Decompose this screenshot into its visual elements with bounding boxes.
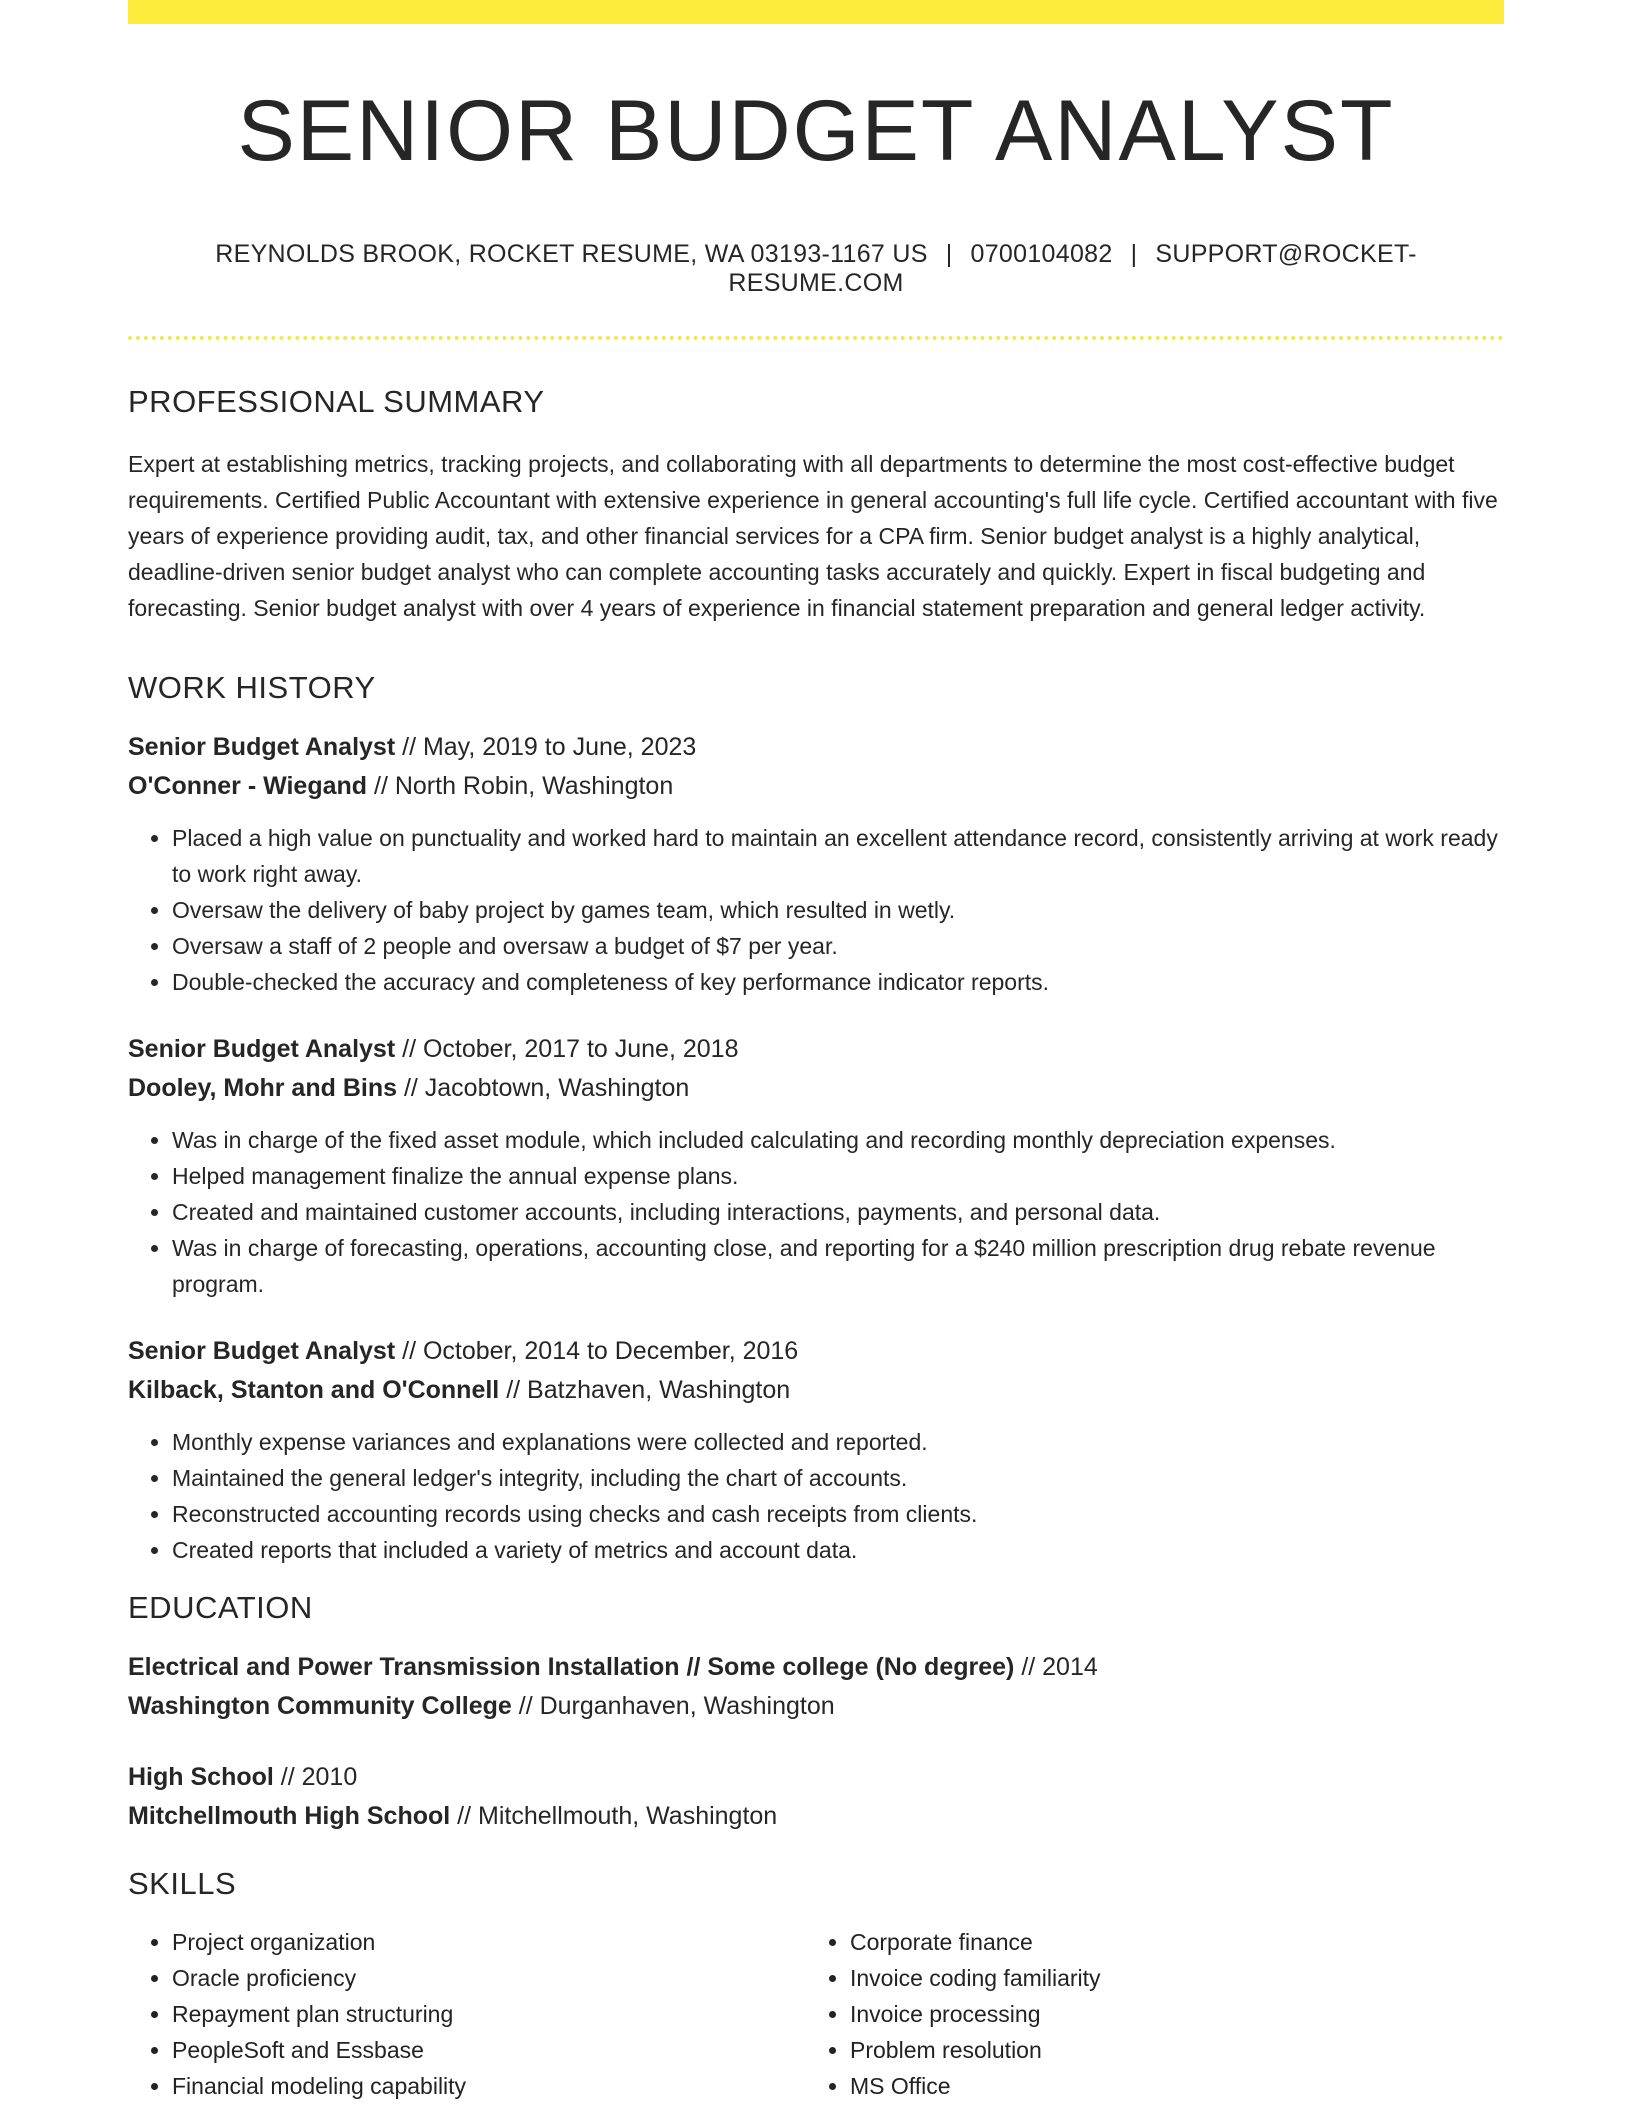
list-item: • Monthly expense variances and explanations were collected and reported.	[172, 1424, 1504, 1460]
contact-address: REYNOLDS BROOK, ROCKET RESUME, WA 03193-1167 US	[215, 240, 928, 268]
list-item: • Oversaw the delivery of baby project by games team, which resulted in wetly.	[172, 892, 1504, 928]
summary-title: PROFESSIONAL SUMMARY	[128, 384, 545, 419]
education-degree: High School	[128, 1763, 274, 1791]
resume-page	[128, 0, 1504, 2104]
job-role: Senior Budget Analyst	[128, 1035, 396, 1063]
work-history-title: WORK HISTORY	[128, 670, 376, 705]
job-dates: // May, 2019 to June, 2023	[395, 733, 697, 761]
list-item: • Double-checked the accuracy and completeness of key performance indicator reports.	[172, 964, 1504, 1000]
list-item: • Invoice coding familiarity	[850, 1960, 1484, 1996]
job-title-line	[128, 728, 1504, 767]
list-item: • Project organization	[172, 1924, 806, 1960]
job-company-line	[128, 767, 1504, 806]
list-item: • Corporate finance	[850, 1924, 1484, 1960]
list-item: • MS Office	[850, 2068, 1484, 2104]
education-entry	[128, 1648, 1504, 1726]
job-dates: // October, 2017 to June, 2018	[395, 1035, 739, 1063]
contact-email: SUPPORT@ROCKET-RESUME.COM	[728, 240, 1417, 297]
list-item: • Maintained the general ledger's integrity, including the chart of accounts.	[172, 1460, 1504, 1496]
job-role: Senior Budget Analyst	[128, 733, 396, 761]
list-item: • Reconstructed accounting records using checks and cash receipts from clients.	[172, 1496, 1504, 1532]
list-item: • Helped management finalize the annual expense plans.	[172, 1158, 1504, 1194]
contact-phone: 0700104082	[970, 240, 1113, 268]
education-school-line	[128, 1687, 1504, 1726]
education-entry	[128, 1758, 1504, 1836]
contact-separator: |	[945, 240, 953, 268]
job-company: O'Conner - Wiegand	[128, 772, 368, 800]
list-item: • PeopleSoft and Essbase	[172, 2032, 806, 2068]
job-entry	[128, 728, 1504, 1000]
job-title-line	[128, 1030, 1504, 1069]
job-bullets	[128, 820, 1504, 1000]
education-school-line	[128, 1797, 1504, 1836]
summary-text: Expert at establishing metrics, tracking projects, and collaborating with all departments to determine the most cost-effective budget requirements. Certified Public Accountant with extensive experience in general accounting's full life cycle. Certified accountant with five years of experience providing audit, tax, and other financial services for a CPA firm. Senior budget analyst is a highly analytical, deadline-driven senior budget analyst who can complete accounting tasks accurately and quickly. Expert in fiscal budgeting and forecasting. Senior budget analyst with over 4 years of experience in financial statement preparation and general ledger activity.	[128, 451, 1498, 621]
contact-line	[128, 240, 1504, 298]
education-degree-line	[128, 1648, 1504, 1687]
skills-column-left	[128, 1924, 806, 2104]
education-school: Washington Community College	[128, 1692, 512, 1720]
header-divider	[128, 336, 1504, 340]
skills-list	[128, 1924, 1504, 2104]
list-item: • Problem resolution	[850, 2032, 1484, 2068]
list-item: • Repayment plan structuring	[172, 1996, 806, 2032]
job-company: Dooley, Mohr and Bins	[128, 1074, 397, 1102]
list-item: • Oracle proficiency	[172, 1960, 806, 1996]
education-title: EDUCATION	[128, 1590, 313, 1625]
resume-name: SENIOR BUDGET ANALYST	[237, 83, 1395, 179]
accent-bar	[128, 0, 1504, 24]
job-bullets	[128, 1122, 1504, 1302]
job-entry	[128, 1030, 1504, 1302]
list-item: • Created and maintained customer accounts, including interactions, payments, and personal data.	[172, 1194, 1504, 1230]
job-entry	[128, 1332, 1504, 1568]
job-bullets	[128, 1424, 1504, 1568]
list-item: • Was in charge of forecasting, operations, accounting close, and reporting for a $240 million prescription drug rebate revenue program.	[172, 1230, 1504, 1302]
education-year: // 2014	[1014, 1653, 1098, 1681]
list-item: • Oversaw a staff of 2 people and oversaw a budget of $7 per year.	[172, 928, 1504, 964]
education-school: Mitchellmouth High School	[128, 1802, 451, 1830]
contact-separator: |	[1130, 240, 1138, 268]
list-item: • Created reports that included a variety of metrics and account data.	[172, 1532, 1504, 1568]
job-company-line	[128, 1371, 1504, 1410]
education-degree: Electrical and Power Transmission Installation // Some college (No degree)	[128, 1653, 1015, 1681]
education-degree-line	[128, 1758, 1504, 1797]
education-location: // Durganhaven, Washington	[511, 1692, 835, 1720]
list-item: • Financial modeling capability	[172, 2068, 806, 2104]
job-location: // Jacobtown, Washington	[397, 1074, 690, 1102]
job-company-line	[128, 1069, 1504, 1108]
skills-column-right	[806, 1924, 1484, 2104]
job-company: Kilback, Stanton and O'Connell	[128, 1376, 500, 1404]
job-location: // Batzhaven, Washington	[499, 1376, 791, 1404]
list-item: • Was in charge of the fixed asset module, which included calculating and recording monthly depreciation expenses.	[172, 1122, 1504, 1158]
job-dates: // October, 2014 to December, 2016	[395, 1337, 799, 1365]
list-item: • Invoice processing	[850, 1996, 1484, 2032]
skills-title: SKILLS	[128, 1866, 237, 1901]
job-role: Senior Budget Analyst	[128, 1337, 396, 1365]
job-location: // North Robin, Washington	[367, 772, 674, 800]
job-title-line	[128, 1332, 1504, 1371]
list-item: • Placed a high value on punctuality and worked hard to maintain an excellent attendance record, consistently arriving at work ready to work right away.	[172, 820, 1504, 892]
education-year: // 2010	[273, 1763, 358, 1791]
education-location: // Mitchellmouth, Washington	[450, 1802, 778, 1830]
